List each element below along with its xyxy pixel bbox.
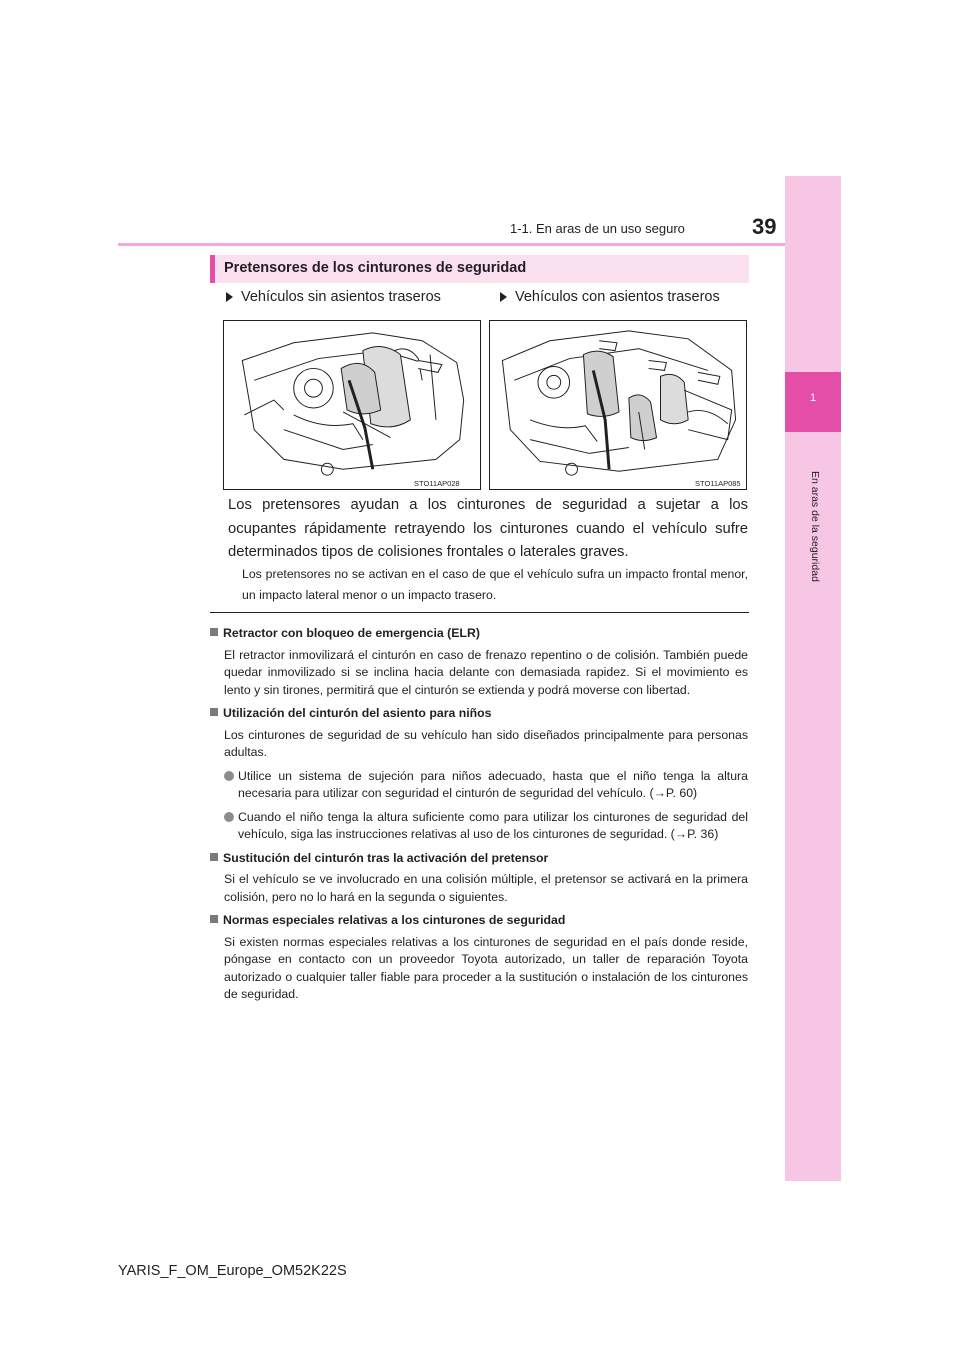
page-number: 39 [752,214,777,239]
note-title: Utilización del cinturón del asiento para niños [223,706,492,720]
chapter-label: En aras de la seguridad [809,471,821,582]
section-title: 1-1. En aras de un uso seguro [510,221,685,236]
note-title: Sustitución del cinturón tras la activación del pretensor [223,850,549,865]
intro-note: Los pretensores no se activan en el caso de que el vehículo sufra un impacto frontal menor, un impacto lateral menor o un impacto trasero. [242,567,748,602]
illustration-no-rear-seats [223,320,481,490]
car-interior-illustration-1 [224,321,480,489]
chapter-number: 1 [809,392,817,404]
square-bullet-icon [210,853,218,861]
circle-bullet-icon [224,771,234,781]
circle-bullet-icon [224,812,234,822]
figure-caption-1: Vehículos sin asientos traseros [226,289,441,305]
note-child-belt [210,705,748,844]
notes-section [210,625,748,1010]
document-code-footer: YARIS_F_OM_Europe_OM52K22S [118,1263,347,1279]
chapter-side-tab [785,176,841,1181]
section-divider [210,612,749,613]
intro-paragraph: Los pretensores ayudan a los cinturones de seguridad a sujetar a los ocupantes rápidamente retrayendo los cinturones cuando el vehículo sufre determinados tipos de colisiones frontales o laterales graves. [228,497,748,560]
triangle-bullet-icon [226,292,233,302]
header-rule [118,243,840,246]
car-interior-illustration-2 [490,321,746,489]
note-elr [210,625,748,699]
note-special-rules [210,912,748,1004]
note-title: Retractor con bloqueo de emergencia (ELR) [223,626,480,640]
figure-caption-2: Vehículos con asientos traseros [500,289,720,305]
note-body: Los cinturones de seguridad de su vehículo han sido diseñados principalmente para personas adultas. [224,727,748,759]
note-body: Si el vehículo se ve involucrado en una colisión múltiple, el pretensor se activará en la primera colisión, pero no lo hará en la segunda o siguientes. [224,872,748,904]
figure-code-1: STO11AP028 [414,479,460,488]
note-body: Si existen normas especiales relativas a los cinturones de seguridad en el país donde reside, póngase en contacto con un proveedor Toyota autorizado, un taller de reparación Toyota autorizado o cualquier taller fiable para proceder a la sustitución o instalación de los cinturones de seguridad. [224,934,748,1001]
figure-code-2: STO11AP085 [695,479,741,488]
section-heading: Pretensores de los cinturones de seguridad [224,260,527,276]
illustration-with-rear-seats [489,320,747,490]
note-body: El retractor inmovilizará el cinturón en caso de frenazo repentino o de colisión. También puede quedar inmovilizado si se inclina hacia delante con demasiada rapidez. Si el movimiento es lento y sin tirones, permitirá que el cinturón se extienda y podrá moverse con libertad. [224,647,748,697]
list-item: Cuando el niño tenga la altura suficiente como para utilizar los cinturones de seguridad del vehículo, siga las instrucciones relativas al uso de los cinturones de seguridad. (→P. 36) [224,809,748,844]
square-bullet-icon [210,708,218,716]
square-bullet-icon [210,915,218,923]
note-replacement [210,850,748,907]
note-title: Normas especiales relativas a los cinturones de seguridad [223,913,566,927]
triangle-bullet-icon [500,292,507,302]
list-item: Utilice un sistema de sujeción para niños adecuado, hasta que el niño tenga la altura necesaria para utilizar con seguridad el cinturón de seguridad del vehículo. (→P. 60) [224,768,748,803]
square-bullet-icon [210,628,218,636]
